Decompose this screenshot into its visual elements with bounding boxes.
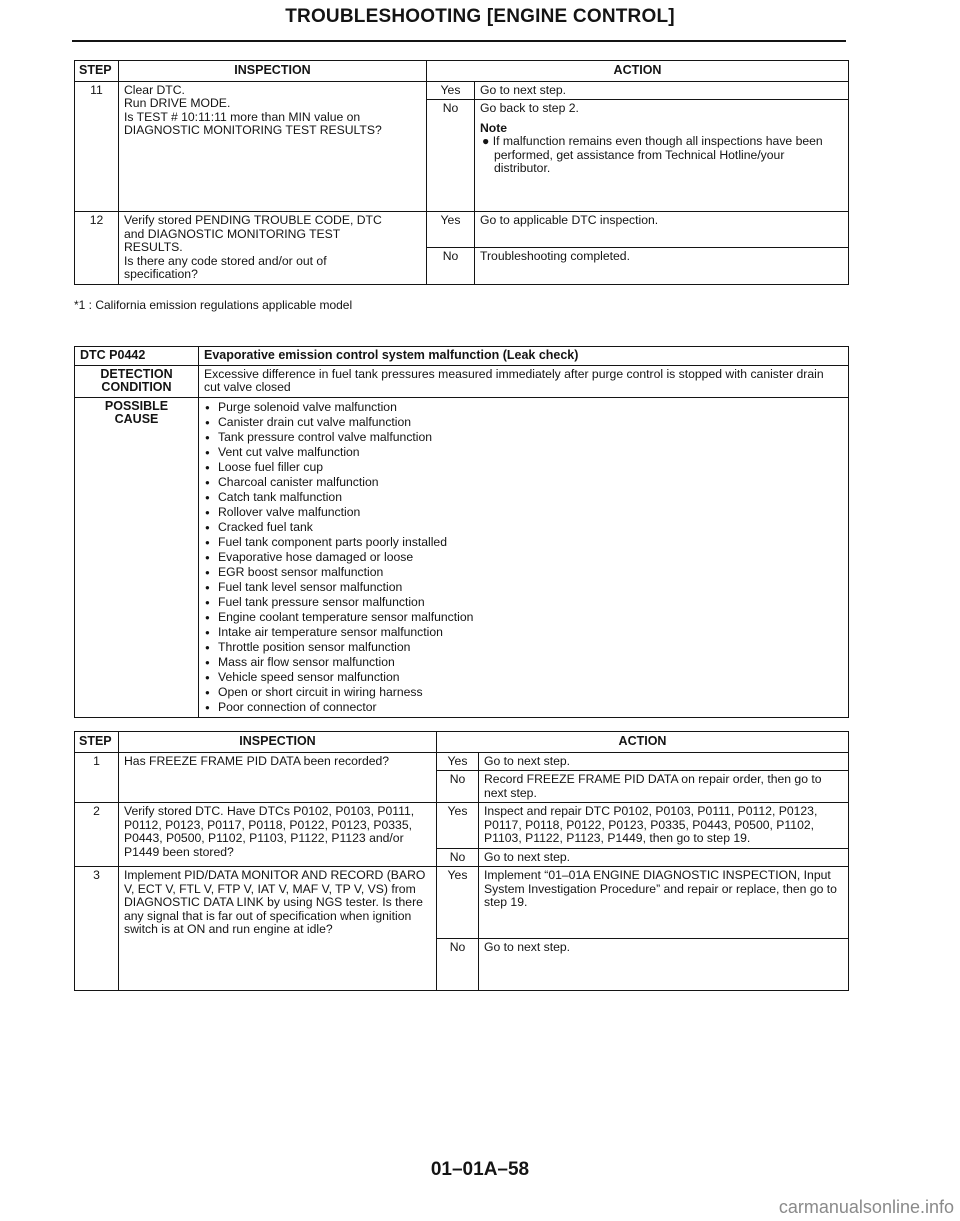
- list-item: ● Canister drain cut valve malfunction: [204, 415, 843, 430]
- step-number: 2: [75, 803, 119, 867]
- dtc-code: DTC P0442: [75, 347, 199, 366]
- list-item: ● Charcoal canister malfunction: [204, 475, 843, 490]
- list-item: ● Cracked fuel tank: [204, 520, 843, 535]
- yes-action: Go to next step.: [475, 81, 849, 100]
- detection-text: Excessive difference in fuel tank pressures measured immediately after purge control is stopped with canister drain cut valve closed: [199, 365, 849, 397]
- list-item: ● Catch tank malfunction: [204, 490, 843, 505]
- table2-header-inspection: INSPECTION: [119, 732, 437, 753]
- yes-action: Implement “01–01A ENGINE DIAGNOSTIC INSPECTION, Input System Investigation Procedure” and repair or replace, then go to step 19.: [479, 867, 849, 939]
- possible-cause-row: [75, 397, 849, 717]
- inspection-line: Is there any code stored and/or out of: [124, 253, 327, 268]
- list-item: ● Poor connection of connector: [204, 700, 843, 715]
- step-number: 1: [75, 752, 119, 803]
- yes-label: Yes: [437, 752, 479, 771]
- table-row: [75, 81, 849, 100]
- inspection-cell: [119, 212, 427, 285]
- inspection-cell: Implement PID/DATA MONITOR AND RECORD (BARO V, ECT V, FTL V, FTP V, IAT V, MAF V, TP V, VS) from DIAGNOSTIC DATA LINK by using NGS tester. Is there any signal that is far out of specification when ignition switch is at ON and run engine at idle?: [119, 867, 437, 991]
- yes-label: Yes: [437, 803, 479, 849]
- list-item: ● Mass air flow sensor malfunction: [204, 655, 843, 670]
- no-label: No: [437, 939, 479, 991]
- no-action: Go back to step 2.: [480, 101, 579, 115]
- table-row: [75, 867, 849, 939]
- no-label: No: [437, 771, 479, 803]
- yes-action: Inspect and repair DTC P0102, P0103, P0111, P0112, P0123, P0117, P0118, P0122, P0123, P0335, P0443, P0500, P1102, P1103, P1122, P1123, P1449, then go to step 19.: [479, 803, 849, 849]
- detection-row: [75, 365, 849, 397]
- list-item: ● Intake air temperature sensor malfunction: [204, 625, 843, 640]
- list-item: ● Throttle position sensor malfunction: [204, 640, 843, 655]
- yes-label: Yes: [427, 81, 475, 100]
- table1-header-action: ACTION: [427, 61, 849, 82]
- troubleshooting-table-1: [74, 60, 849, 285]
- table1-header-inspection: INSPECTION: [119, 61, 427, 82]
- inspection-line: Verify stored PENDING TROUBLE CODE, DTC: [124, 213, 382, 227]
- list-item: ● Fuel tank level sensor malfunction: [204, 580, 843, 595]
- table2-header-action: ACTION: [437, 732, 849, 753]
- table-row: [75, 752, 849, 771]
- no-action: Go to next step.: [479, 848, 849, 867]
- note-text: ● If malfunction remains even though all inspections have been performed, get assistance from Technical Hotline/your distributor.: [482, 134, 823, 175]
- no-action-cell: [475, 100, 849, 212]
- list-item: ● Tank pressure control valve malfunction: [204, 430, 843, 445]
- list-item: ● Vehicle speed sensor malfunction: [204, 670, 843, 685]
- no-label: No: [427, 100, 475, 212]
- no-action: Troubleshooting completed.: [475, 248, 849, 284]
- possible-cause-list-cell: [199, 397, 849, 717]
- table2-header-step: STEP: [75, 732, 119, 753]
- list-item: ● Fuel tank pressure sensor malfunction: [204, 595, 843, 610]
- inspection-line: RESULTS.: [124, 240, 183, 254]
- inspection-cell: Verify stored DTC. Have DTCs P0102, P0103, P0111, P0112, P0123, P0117, P0118, P0122, P0123, P0335, P0443, P0500, P1102, P1103, P1122, P1123 and/or P1449 been stored?: [119, 803, 437, 867]
- troubleshooting-table-2: [74, 731, 849, 991]
- yes-action: Go to next step.: [479, 752, 849, 771]
- table2-header-row: [75, 732, 849, 753]
- table-row: [75, 803, 849, 849]
- inspection-line: Is TEST # 10:11:11 more than MIN value on: [124, 109, 361, 124]
- inspection-line: Run DRIVE MODE.: [124, 96, 231, 110]
- possible-cause-label: POSSIBLE CAUSE: [75, 397, 199, 717]
- dtc-header-row: [75, 347, 849, 366]
- list-item: ● EGR boost sensor malfunction: [204, 565, 843, 580]
- dtc-info-table: [74, 346, 849, 718]
- inspection-line: and DIAGNOSTIC MONITORING TEST: [124, 226, 341, 241]
- list-item: ● Evaporative hose damaged or loose: [204, 550, 843, 565]
- yes-label: Yes: [437, 867, 479, 939]
- list-item: ● Rollover valve malfunction: [204, 505, 843, 520]
- possible-cause-list: [204, 400, 843, 715]
- list-item: ● Engine coolant temperature sensor malfunction: [204, 610, 843, 625]
- detection-label: DETECTION CONDITION: [75, 365, 199, 397]
- table1-header-step: STEP: [75, 61, 119, 82]
- table1-header-row: [75, 61, 849, 82]
- step-number: 11: [75, 81, 119, 212]
- page-number: 01–01A–58: [430, 1159, 530, 1180]
- list-item: ● Open or short circuit in wiring harness: [204, 685, 843, 700]
- footnote: *1 : California emission regulations applicable model: [74, 298, 353, 312]
- no-label: No: [437, 848, 479, 867]
- no-action: Go to next step.: [479, 939, 849, 991]
- inspection-line: Clear DTC.: [124, 82, 185, 97]
- list-item: ● Vent cut valve malfunction: [204, 445, 843, 460]
- yes-action: Go to applicable DTC inspection.: [475, 212, 849, 248]
- no-label: No: [427, 248, 475, 284]
- inspection-line: specification?: [124, 267, 198, 281]
- table-row: [75, 212, 849, 248]
- list-item: ● Purge solenoid valve malfunction: [204, 400, 843, 415]
- dtc-title: Evaporative emission control system malfunction (Leak check): [199, 347, 849, 366]
- page-title: TROUBLESHOOTING [ENGINE CONTROL]: [285, 6, 675, 27]
- step-number: 12: [75, 212, 119, 285]
- yes-label: Yes: [427, 212, 475, 248]
- no-action: Record FREEZE FRAME PID DATA on repair order, then go to next step.: [479, 771, 849, 803]
- inspection-line: DIAGNOSTIC MONITORING TEST RESULTS?: [124, 123, 382, 137]
- title-rule: [72, 40, 846, 42]
- note-label: Note: [480, 120, 508, 135]
- step-number: 3: [75, 867, 119, 991]
- list-item: ● Fuel tank component parts poorly installed: [204, 535, 843, 550]
- list-item: ● Loose fuel filler cup: [204, 460, 843, 475]
- inspection-cell: Has FREEZE FRAME PID DATA been recorded?: [119, 752, 437, 803]
- watermark: carmanualsonline.info: [778, 1197, 954, 1217]
- inspection-cell: [119, 81, 427, 212]
